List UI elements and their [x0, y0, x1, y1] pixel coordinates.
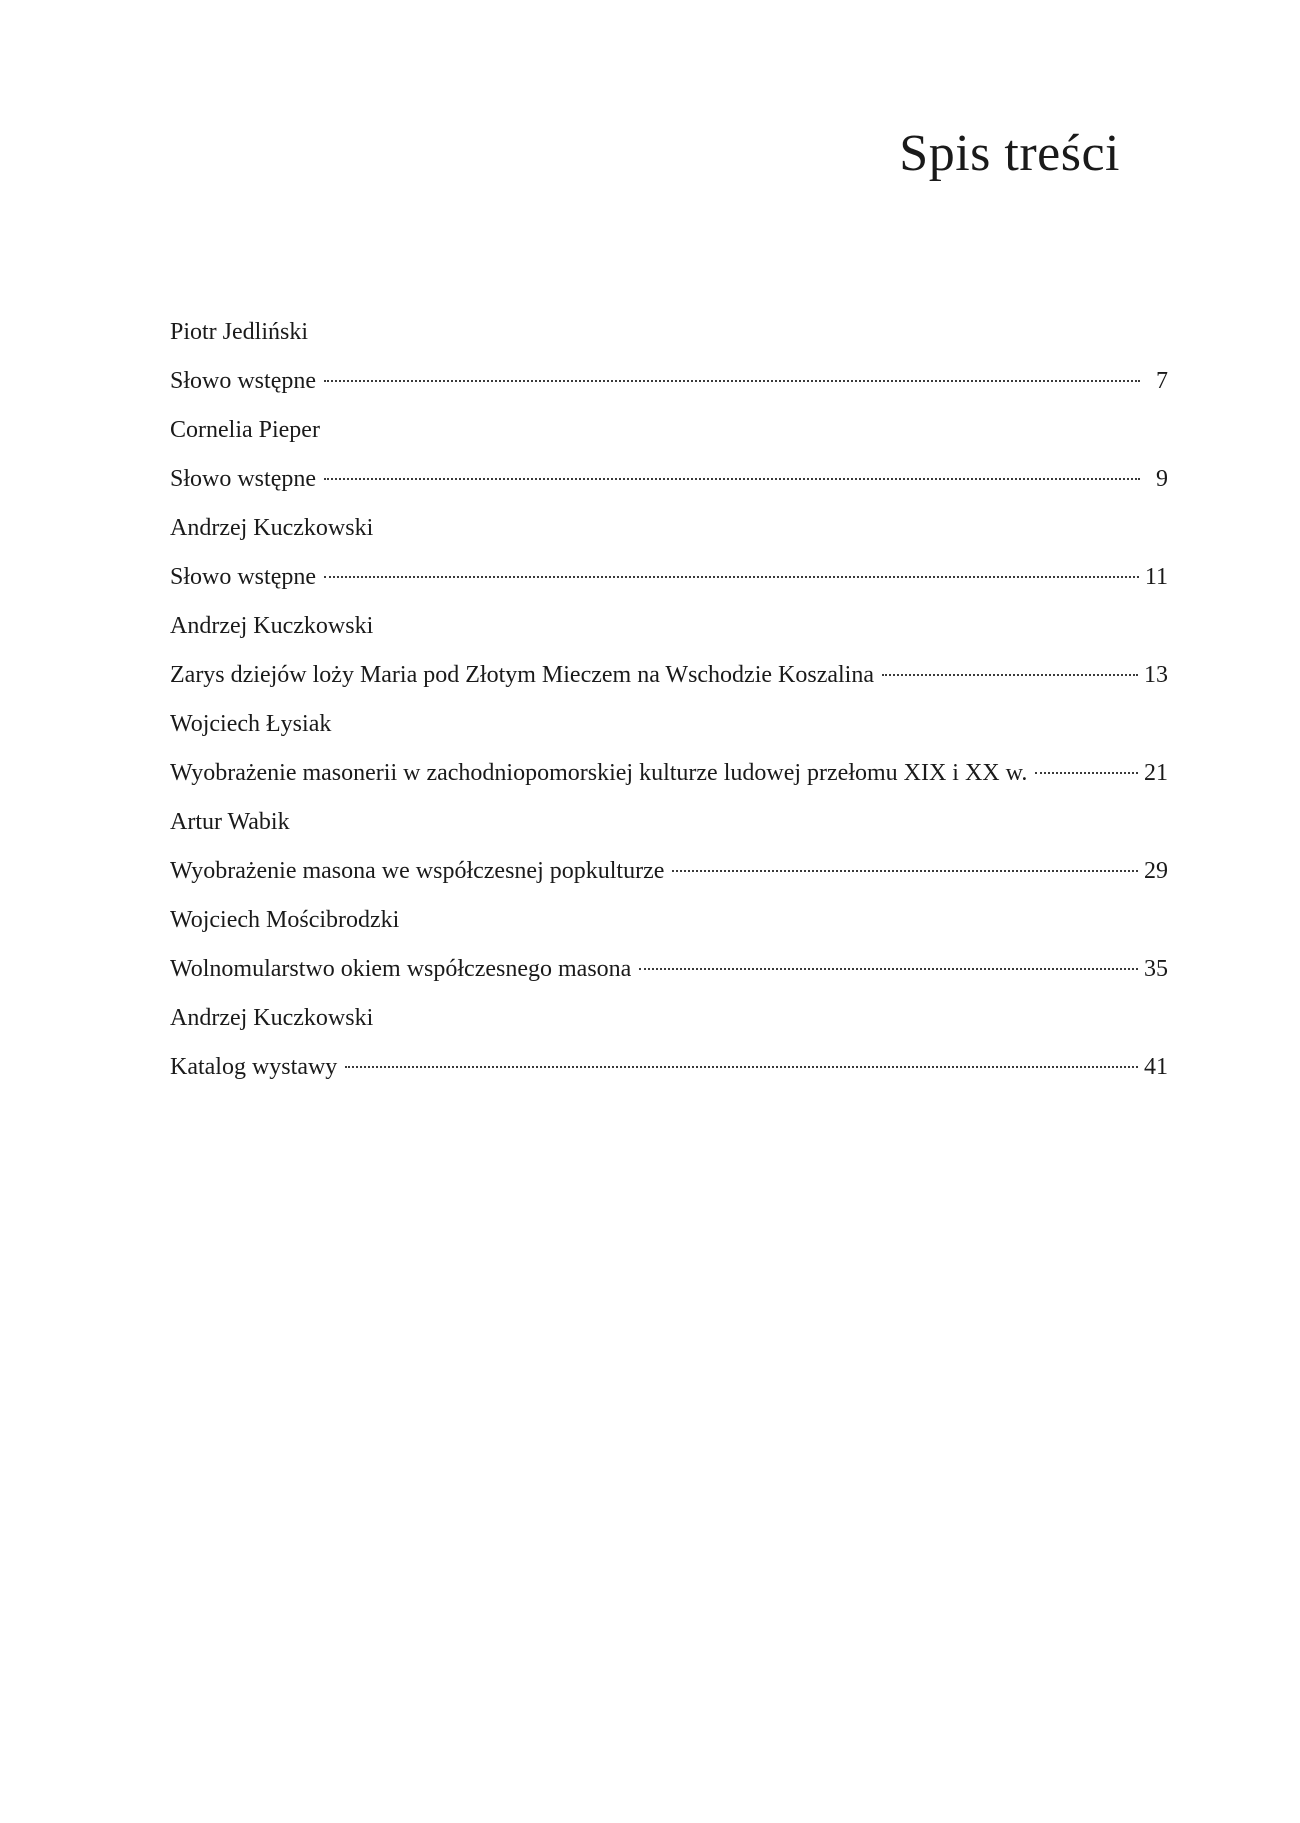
toc-entry-title: Słowo wstępne — [170, 368, 316, 394]
toc-author: Wojciech Łysiak — [170, 711, 332, 737]
toc-item — [170, 798, 1168, 896]
toc-entry-title: Wyobrażenie masona we współczesnej popkulturze — [170, 858, 665, 884]
toc-item — [170, 308, 1168, 406]
dot-leader — [324, 576, 1139, 578]
toc-item — [170, 700, 1168, 798]
toc-item — [170, 896, 1168, 994]
toc-item — [170, 994, 1168, 1092]
toc-item — [170, 406, 1168, 504]
toc-page-number: 41 — [1144, 1054, 1168, 1080]
dot-leader — [639, 968, 1138, 970]
toc-page-number: 13 — [1144, 662, 1168, 688]
dot-leader — [324, 380, 1140, 382]
toc-entry — [170, 1043, 1168, 1092]
toc-author: Artur Wabik — [170, 809, 290, 835]
dot-leader — [324, 478, 1140, 480]
dot-leader — [882, 674, 1138, 676]
toc-page-number: 35 — [1144, 956, 1168, 982]
toc-page-number: 29 — [1144, 858, 1168, 884]
toc-entry-title: Wolnomularstwo okiem współczesnego masona — [170, 956, 632, 982]
toc-author: Cornelia Pieper — [170, 417, 320, 443]
toc-page-number: 11 — [1144, 564, 1168, 590]
dot-leader — [672, 870, 1138, 872]
toc-entry — [170, 749, 1168, 798]
toc-entry — [170, 553, 1168, 602]
toc-page-number: 9 — [1156, 466, 1168, 492]
toc-entry — [170, 651, 1168, 700]
dot-leader — [345, 1066, 1138, 1068]
toc-item — [170, 602, 1168, 700]
toc-entry-title: Słowo wstępne — [170, 564, 316, 590]
toc-page-number: 21 — [1144, 760, 1168, 786]
toc-entry — [170, 455, 1168, 504]
toc-page-number: 7 — [1156, 368, 1168, 394]
toc-author: Andrzej Kuczkowski — [170, 515, 374, 541]
toc-entry — [170, 945, 1168, 994]
toc-entry-title: Katalog wystawy — [170, 1054, 338, 1080]
toc-author: Wojciech Mościbrodzki — [170, 907, 400, 933]
toc-item — [170, 504, 1168, 602]
table-of-contents — [170, 308, 1168, 1092]
toc-entry — [170, 847, 1168, 896]
toc-author: Piotr Jedliński — [170, 319, 309, 345]
toc-entry — [170, 357, 1168, 406]
toc-entry-title: Wyobrażenie masonerii w zachodniopomorskiej kulturze ludowej przełomu XIX i XX w. — [170, 760, 1028, 786]
page-title: Spis treści — [899, 125, 1120, 182]
toc-author: Andrzej Kuczkowski — [170, 1005, 374, 1031]
toc-entry-title: Zarys dziejów loży Maria pod Złotym Mieczem na Wschodzie Koszalina — [170, 662, 874, 688]
toc-entry-title: Słowo wstępne — [170, 466, 316, 492]
dot-leader — [1035, 772, 1138, 774]
toc-author: Andrzej Kuczkowski — [170, 613, 374, 639]
